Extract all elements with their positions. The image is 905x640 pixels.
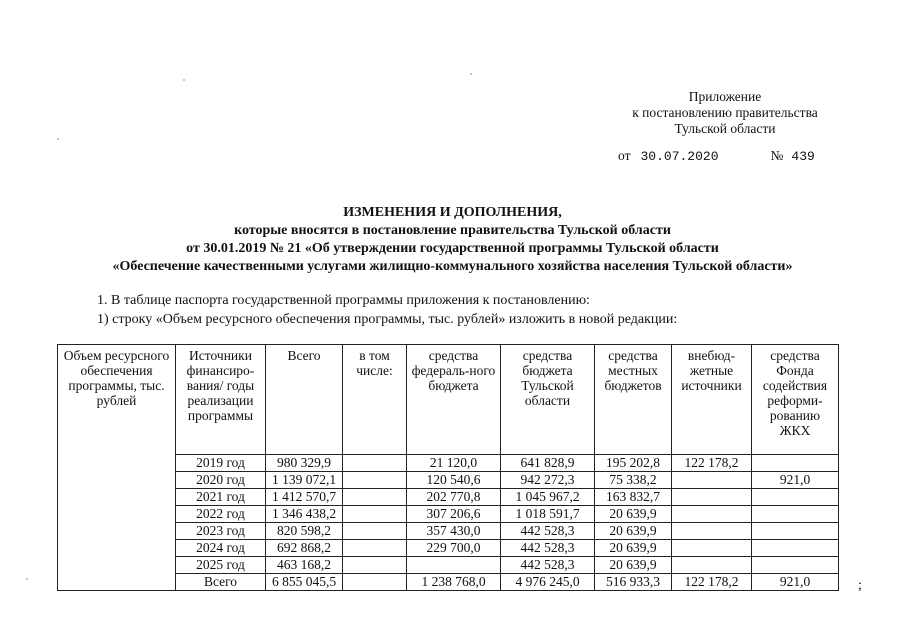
- table-cell: 2022 год: [176, 506, 266, 523]
- table-cell: 820 598,2: [266, 523, 343, 540]
- table-cell: [752, 523, 839, 540]
- document-date: 30.07.2020: [640, 149, 719, 164]
- table-cell: 202 770,8: [407, 489, 501, 506]
- table-cell: [752, 540, 839, 557]
- table-row: [58, 523, 839, 540]
- table-cell: [407, 557, 501, 574]
- table-cell: 1 139 072,1: [266, 472, 343, 489]
- table-cell: 307 206,6: [407, 506, 501, 523]
- header-cell: Источники финансиро-вания/ годы реализации программы: [176, 345, 266, 455]
- header-cell: средства Фонда содействия реформи-рованию ЖКХ: [752, 345, 839, 455]
- table-cell: 463 168,2: [266, 557, 343, 574]
- table-cell: 1 018 591,7: [501, 506, 595, 523]
- table-cell: [752, 455, 839, 472]
- table-cell: 442 528,3: [501, 557, 595, 574]
- table-cell: 1 412 570,7: [266, 489, 343, 506]
- table-cell: [343, 489, 407, 506]
- scan-speck: [26, 578, 28, 580]
- table-cell: [343, 557, 407, 574]
- document-number: 439: [791, 149, 815, 164]
- header-cell: средства федераль-ного бюджета: [407, 345, 501, 455]
- table-cell: 75 338,2: [595, 472, 672, 489]
- table-cell: 2025 год: [176, 557, 266, 574]
- table-cell: 20 639,9: [595, 540, 672, 557]
- appendix-line: Тульской области: [674, 121, 776, 136]
- table-cell: 641 828,9: [501, 455, 595, 472]
- table-cell: [672, 540, 752, 557]
- table-cell: [672, 472, 752, 489]
- table-cell: 20 639,9: [595, 523, 672, 540]
- funding-table: [57, 344, 839, 591]
- table-row: [58, 506, 839, 523]
- table-row: [58, 557, 839, 574]
- table-cell: [343, 540, 407, 557]
- table-cell: 195 202,8: [595, 455, 672, 472]
- table-cell: [752, 489, 839, 506]
- document-heading: [0, 204, 905, 276]
- appendix-block: [600, 89, 850, 137]
- header-cell: в том числе:: [343, 345, 407, 455]
- table-cell: 980 329,9: [266, 455, 343, 472]
- table-cell: 6 855 045,5: [266, 574, 343, 591]
- table-row: [58, 540, 839, 557]
- document-date-number: [618, 148, 815, 164]
- table-cell: [343, 455, 407, 472]
- header-cell: Всего: [266, 345, 343, 455]
- table-cell: 692 868,2: [266, 540, 343, 557]
- table-cell: 21 120,0: [407, 455, 501, 472]
- table-cell: [672, 523, 752, 540]
- table-cell: [672, 506, 752, 523]
- trailing-semicolon: ;: [858, 578, 862, 593]
- table-row: [58, 574, 839, 591]
- table-cell: [343, 523, 407, 540]
- header-cell: средства бюджета Тульской области: [501, 345, 595, 455]
- scan-speck: [183, 79, 185, 81]
- table-cell: 229 700,0: [407, 540, 501, 557]
- table-cell: 921,0: [752, 472, 839, 489]
- table-cell: Всего: [176, 574, 266, 591]
- table-cell: 2020 год: [176, 472, 266, 489]
- table-cell: 2019 год: [176, 455, 266, 472]
- table-cell: 20 639,9: [595, 557, 672, 574]
- table-cell: 357 430,0: [407, 523, 501, 540]
- table-cell: 2024 год: [176, 540, 266, 557]
- table-header-row: [58, 345, 839, 455]
- table-cell: 20 639,9: [595, 506, 672, 523]
- appendix-line: к постановлению правительства: [632, 105, 818, 120]
- header-cell: средства местных бюджетов: [595, 345, 672, 455]
- table-cell: 122 178,2: [672, 574, 752, 591]
- table-cell: [672, 489, 752, 506]
- from-label: от: [618, 148, 631, 163]
- appendix-title: Приложение: [688, 89, 762, 104]
- table-cell: 4 976 245,0: [501, 574, 595, 591]
- paragraph-1: 1. В таблице паспорта государственной программы приложения к постановлению:: [97, 293, 590, 308]
- table-cell: 921,0: [752, 574, 839, 591]
- table-cell: 122 178,2: [672, 455, 752, 472]
- table-cell: 442 528,3: [501, 540, 595, 557]
- table-cell: 2023 год: [176, 523, 266, 540]
- table-cell: 1 045 967,2: [501, 489, 595, 506]
- heading-line: ИЗМЕНЕНИЯ И ДОПОЛНЕНИЯ,: [343, 205, 562, 220]
- heading-line: «Обеспечение качественными услугами жилищно-коммунального хозяйства населения Тульской области»: [112, 259, 793, 274]
- table-cell: 1 346 438,2: [266, 506, 343, 523]
- scan-speck: [57, 138, 59, 140]
- table-cell: 942 272,3: [501, 472, 595, 489]
- table-cell: 120 540,6: [407, 472, 501, 489]
- table-cell: [343, 574, 407, 591]
- row-label-cell: Объем ресурсного обеспечения программы, тыс. рублей: [58, 345, 176, 591]
- table-cell: 516 933,3: [595, 574, 672, 591]
- table-cell: 2021 год: [176, 489, 266, 506]
- table-row: [58, 455, 839, 472]
- table-cell: 442 528,3: [501, 523, 595, 540]
- heading-line: от 30.01.2019 № 21 «Об утверждении государственной программы Тульской области: [186, 241, 719, 256]
- header-cell: внебюд-жетные источники: [672, 345, 752, 455]
- table-cell: 1 238 768,0: [407, 574, 501, 591]
- table-row: [58, 489, 839, 506]
- table-cell: 163 832,7: [595, 489, 672, 506]
- table-row: [58, 472, 839, 489]
- heading-line: которые вносятся в постановление правительства Тульской области: [234, 223, 671, 238]
- table-cell: [752, 557, 839, 574]
- table-cell: [752, 506, 839, 523]
- table-cell: [343, 506, 407, 523]
- number-label: №: [770, 148, 784, 163]
- paragraph-2: 1) строку «Объем ресурсного обеспечения программы, тыс. рублей» изложить в новой редакции:: [97, 312, 678, 327]
- scan-speck: [470, 73, 472, 75]
- table-cell: [672, 557, 752, 574]
- table-cell: [343, 472, 407, 489]
